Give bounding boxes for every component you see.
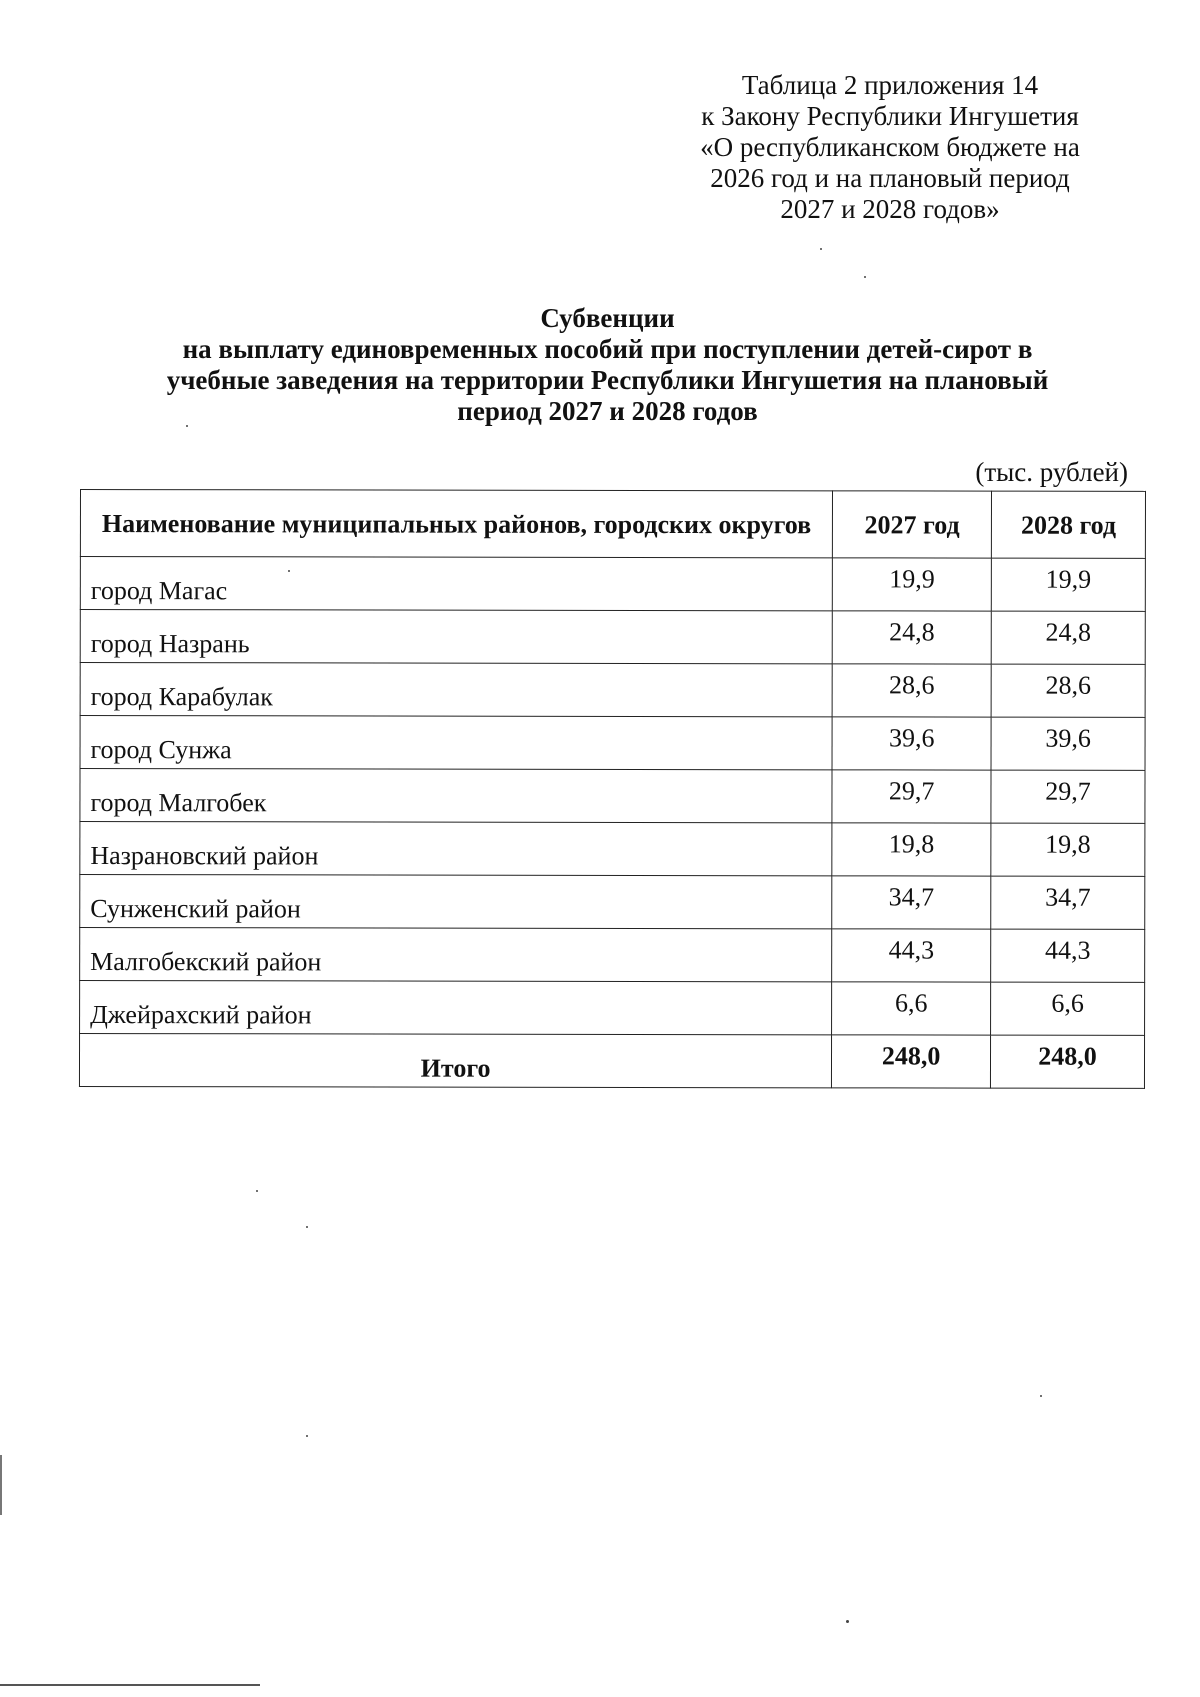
header-municipality: Наименование муниципальных районов, городских округов: [80, 490, 832, 558]
title-line: период 2027 и 2028 годов: [457, 396, 758, 426]
value-2027-cell: 34,7: [832, 876, 991, 929]
total-label: Итого: [79, 1034, 831, 1088]
municipality-cell: город Карабулак: [80, 663, 832, 717]
table-row: [80, 981, 1145, 1036]
appendix-line: 2027 и 2028 годов»: [780, 194, 1000, 224]
value-2028-cell: 29,7: [991, 770, 1145, 823]
value-2028-cell: 19,8: [991, 823, 1145, 876]
value-2028-cell: 28,6: [991, 664, 1145, 717]
value-2027-cell: 19,8: [832, 823, 991, 876]
value-2027-cell: 19,9: [833, 558, 992, 611]
municipality-cell: Сунженский район: [80, 875, 832, 929]
appendix-line: 2026 год и на плановый период: [710, 163, 1070, 193]
title-line: учебные заведения на территории Республики Ингушетия на плановый: [166, 365, 1049, 395]
table-row: [80, 928, 1145, 983]
subventions-table: [79, 489, 1146, 1089]
table-row: [80, 663, 1145, 718]
table-row: [80, 875, 1145, 930]
table-row: [80, 822, 1145, 877]
value-2028-cell: 19,9: [991, 558, 1145, 611]
title-line: на выплату единовременных пособий при поступлении детей-сирот в: [182, 334, 1033, 364]
municipality-cell: город Назрань: [80, 610, 832, 664]
appendix-reference: [670, 70, 1110, 225]
appendix-line: Таблица 2 приложения 14: [741, 70, 1039, 100]
table-row: [80, 769, 1145, 824]
value-2027-cell: 44,3: [832, 929, 991, 982]
title-line: Субвенции: [540, 303, 675, 333]
total-2028: 248,0: [991, 1035, 1145, 1088]
value-2028-cell: 34,7: [991, 876, 1145, 929]
value-2027-cell: 29,7: [832, 770, 991, 823]
value-2028-cell: 44,3: [991, 929, 1145, 982]
municipality-cell: город Малгобек: [80, 769, 832, 823]
municipality-cell: Малгобекский район: [80, 928, 832, 982]
total-row: [79, 1034, 1144, 1089]
value-2027-cell: 6,6: [832, 982, 991, 1035]
header-2028: 2028 год: [991, 491, 1145, 558]
value-2028-cell: 6,6: [991, 982, 1145, 1035]
table-row: [80, 716, 1145, 771]
table-row: [80, 557, 1145, 612]
value-2027-cell: 24,8: [832, 611, 991, 664]
scan-edge-mark: [0, 1684, 260, 1686]
municipality-cell: город Магас: [80, 557, 832, 611]
appendix-line: к Закону Республики Ингушетия: [701, 101, 1079, 131]
value-2028-cell: 39,6: [991, 717, 1145, 770]
appendix-line: «О республиканском бюджете на: [700, 132, 1080, 162]
table-row: [80, 610, 1145, 665]
units-note: (тыс. рублей): [975, 457, 1128, 487]
value-2027-cell: 28,6: [832, 664, 991, 717]
document-title: [120, 303, 1095, 427]
value-2028-cell: 24,8: [991, 611, 1145, 664]
value-2027-cell: 39,6: [832, 717, 991, 770]
municipality-cell: Джейрахский район: [80, 981, 832, 1035]
total-2027: 248,0: [832, 1035, 991, 1088]
municipality-cell: Назрановский район: [80, 822, 832, 876]
table-header-row: [80, 490, 1145, 559]
municipality-cell: город Сунжа: [80, 716, 832, 770]
scan-edge-mark: [0, 1455, 2, 1515]
header-2027: 2027 год: [833, 491, 992, 558]
